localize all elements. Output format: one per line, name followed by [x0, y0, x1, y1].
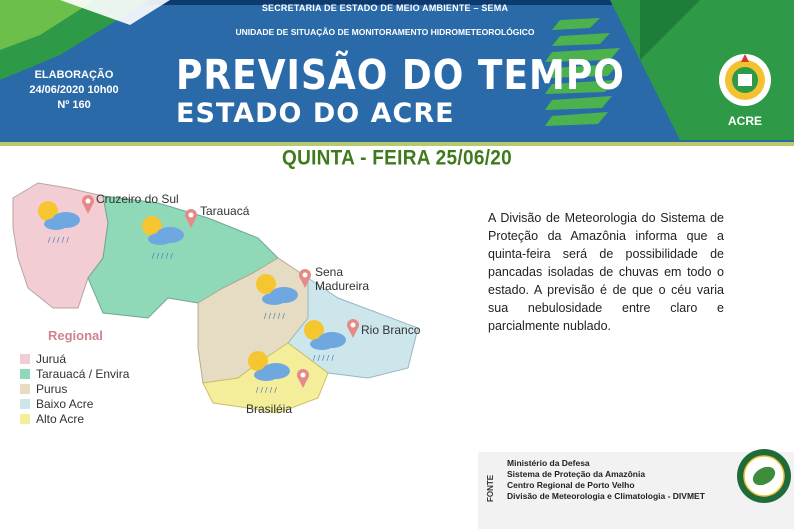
source-line: Ministério da Defesa [507, 458, 590, 468]
source-line: Divisão de Meteorologia e Climatologia - DIVMET [507, 491, 705, 501]
svg-text:/ / / / /: / / / / / [152, 252, 173, 260]
source-label: FONTE [486, 474, 495, 502]
legend-item-alto-acre [20, 411, 129, 426]
legend-label: Baixo Acre [36, 396, 94, 411]
elaboracao-block [14, 68, 134, 113]
svg-text:/ / / / /: / / / / / [256, 386, 277, 394]
city-sena: Sena [315, 265, 344, 279]
legend-swatch [20, 354, 30, 364]
city-tarauaca: Tarauacá [200, 204, 250, 218]
source-lines [507, 458, 705, 502]
acre-logo-text: ACRE [727, 114, 762, 128]
elaboracao-label: ELABORAÇÃO [34, 69, 114, 81]
secretaria-text: SECRETARIA DE ESTADO DE MEIO AMBIENTE – SEMA [261, 3, 509, 13]
legend-title: Regional [48, 328, 103, 343]
city-brasileia: Brasiléia [246, 402, 293, 416]
forecast-date: QUINTA - FEIRA 25/06/20 [281, 146, 513, 170]
page-subtitle: ESTADO DO ACRE [176, 98, 455, 129]
city-madureira: Madureira [315, 279, 370, 293]
city-rio-branco: Rio Branco [361, 323, 421, 337]
legend-swatch [20, 414, 30, 424]
legend-item-jurua [20, 351, 129, 366]
bulletin-number: Nº 160 [57, 99, 91, 111]
legend-item-baixo-acre [20, 396, 129, 411]
forecast-description: A Divisão de Meteorologia do Sistema de Proteção da Amazônia informa que a quinta-feira será de possibilidade de pancadas isoladas de chuvas em todo o estado. A previsão é de que o céu varia sua nebulosidade entre claro e parcialmente nublado. [488, 211, 724, 333]
city-cruzeiro-do-sul: Cruzeiro do Sul [96, 192, 179, 206]
source-line: Centro Regional de Porto Velho [507, 480, 635, 490]
svg-text:/ / / / /: / / / / / [313, 354, 334, 362]
page-title: PREVISÃO DO TEMPO [176, 52, 625, 100]
elaboracao-datetime: 24/06/2020 10h00 [29, 84, 119, 96]
legend-swatch [20, 384, 30, 394]
legend-item-purus [20, 381, 129, 396]
legend-label: Purus [36, 381, 68, 396]
svg-text:/ / / / /: / / / / / [264, 312, 285, 320]
legend-label: Alto Acre [36, 411, 85, 426]
legend-swatch [20, 369, 30, 379]
header-banner [0, 0, 794, 142]
source-line: Sistema de Proteção da Amazônia [507, 469, 646, 479]
map-legend [20, 351, 129, 426]
unidade-text: UNIDADE DE SITUAÇÃO DE MONITORAMENTO HIDROMETEOROLÓGICO [235, 27, 535, 37]
legend-swatch [20, 399, 30, 409]
sipam-seal-icon [736, 448, 792, 504]
legend-label: Tarauacá / Envira [36, 366, 130, 381]
legend-item-tarauaca [20, 366, 129, 381]
svg-text:/ / / / /: / / / / / [48, 236, 69, 244]
header-divider [0, 142, 794, 146]
legend-label: Juruá [36, 351, 67, 366]
